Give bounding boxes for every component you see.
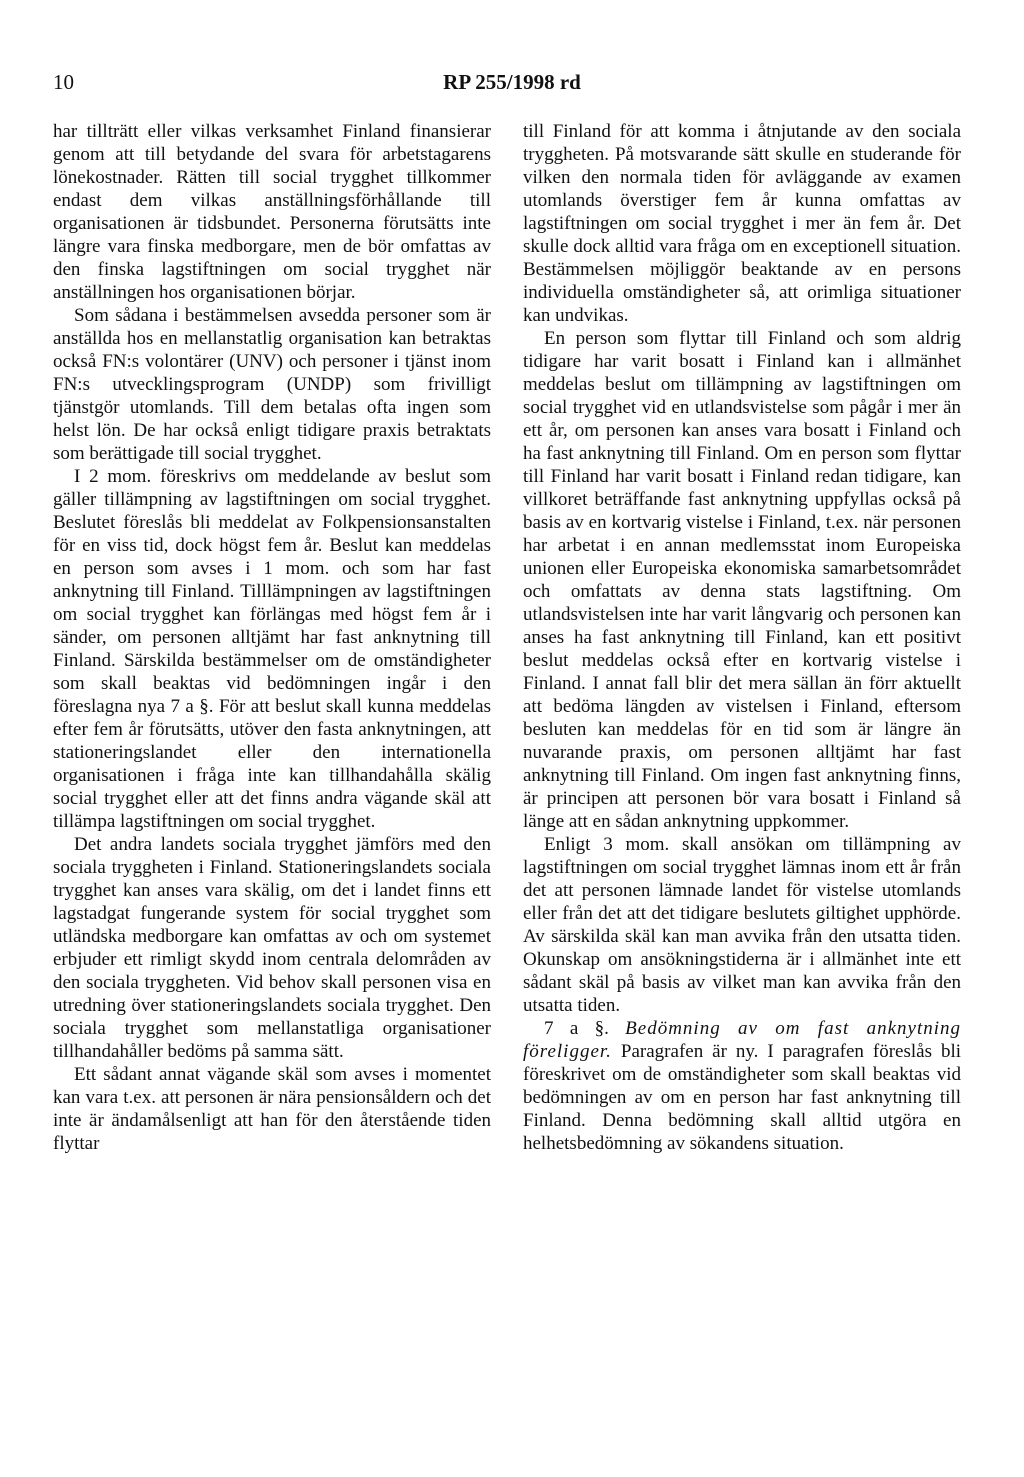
section-paragraph [523,1017,961,1155]
page-number: 10 [53,70,74,94]
paragraph: En person som flyttar till Finland och som aldrig tidigare har varit bosatt i Finland kan i allmänhet meddelas beslut om tillämpning av lagstiftningen om social trygghet vid en utlandsvistelse som pågår i mer än ett år, om personen kan anses vara bosatt i Finland och ha fast anknytning till Finland. Om en person som flyttar till Finland har varit bosatt i Finland redan tidigare, kan villkoret beträffande fast anknytning uppfyllas också på basis av en kortvarig vistelse i Finland, t.ex. när personen har arbetat i en annan medlemsstat inom Europeiska unionen eller Europeiska ekonomiska samarbetsområdet och omfattats av denna stats lagstiftning. Om utlandsvistelsen inte har varit långvarig och personen kan anses ha fast anknytning till Finland, kan ett positivt beslut meddelas också efter en kortvarig vistelse i Finland. I annat fall blir det mera sällan än förr aktuellt att bedöma längden av vistelsen i Finland, eftersom besluten kan meddelas för en tid som är längre än nuvarande praxis, om personen alltjämt har fast anknytning till Finland. Om ingen fast anknytning finns, är principen att personen bör vara bosatt i Finland så länge att en sådan anknytning uppkommer. [523,328,961,832]
paragraph: I 2 mom. föreskrivs om meddelande av beslut som gäller tillämpning av lagstiftningen om social trygghet. Beslutet föreslås bli meddelat av Folkpensionsanstalten för en viss tid, dock högst fem år. Beslut kan meddelas en person som avses i 1 mom. och som har fast anknytning till Finland. Tilllämpningen av lagstiftningen om social trygghet kan förlängas med högst fem år i sänder, om personen alltjämt har fast anknytning till Finland. Särskilda bestämmelser om de omständigheter som skall beaktas vid bedömningen ingår i den föreslagna nya 7 a §. För att beslut skall kunna meddelas efter fem år förutsätts, utöver den fasta anknytningen, att stationeringslandet eller den internationella organisationen i fråga inte kan tillhandahålla skälig social trygghet eller att det finns andra vägande skäl att tillämpa lagstiftningen om social trygghet. [53,466,491,832]
paragraph: Ett sådant annat vägande skäl som avses i momentet kan vara t.ex. att personen är nära pensionsåldern och det inte är ändamålsenligt att han för den återstående tiden flyttar [53,1064,491,1154]
right-column [523,120,961,1155]
paragraph: har tillträtt eller vilkas verksamhet Finland finansierar genom att till betydande del svara för arbetstagarens lönekostnader. Rätten till social trygghet tillkommer endast dem vilkas anställningsförhållande till organisationen är tidsbundet. Personerna förutsätts inte längre vara finska medborgare, men de bör omfattas av den finska lagstiftningen om social trygghet när anställningen hos organisationen börjar. [53,121,491,303]
section-heading: Bedömning av om fast anknytning föreligger. [523,1018,962,1062]
document-id: RP 255/1998 rd [443,70,581,94]
paragraph: Som sådana i bestämmelsen avsedda personer som är anställda hos en mellanstatlig organisation kan betraktas också FN:s volontärer (UNV) och personer i tjänst inom FN:s utvecklingsprogram (UNDP) som frivilligt tjänstgör utomlands. Till dem betalas ofta ingen som helst lön. De har också enligt tidigare praxis betraktats som berättigade till social trygghet. [53,305,491,464]
section-text: Paragrafen är ny. I paragrafen föreslås bli föreskrivet om de omständigheter som skall beaktas vid bedömningen av om en person har fast anknytning till Finland. Denna bedömning skall alltid utgöra en helhetsbedömning av sökandens situation. [523,1041,962,1154]
paragraph: Det andra landets sociala trygghet jämförs med den sociala tryggheten i Finland. Stationeringslandets sociala trygghet kan anses vara skälig, om det i landet finns ett lagstadgat fungerande system för social trygghet som utländska medborgare kan omfattas av och om systemet erbjuder ett rimligt skydd inom centrala delområden av den sociala tryggheten. Vid behov skall personen visa en utredning över stationeringslandets sociala trygghet. Den sociala trygghet som mellanstatliga organisationer tillhandahåller bedöms på samma sätt. [53,834,491,1062]
paragraph: Enligt 3 mom. skall ansökan om tillämpning av lagstiftningen om social trygghet lämnas inom ett år från det att personen lämnade landet för vistelse utomlands eller från det att det tidigare beslutets giltighet upphörde. Av särskilda skäl kan man avvika från den utsatta tiden. Okunskap om ansökningstiderna är i allmänhet inte ett sådant skäl på basis av vilket man kan avvika från den utsatta tiden. [523,834,961,1016]
section-number: 7 a §. [544,1018,609,1039]
paragraph: till Finland för att komma i åtnjutande av den sociala tryggheten. På motsvarande sätt skulle en studerande för vilken den normala tiden för avläggande av examen utomlands överstiger fem år kunna omfattas av lagstiftningen om social trygghet i mer än fem år. Det skulle dock alltid vara fråga om en exceptionell situation. Bestämmelsen möjliggör beaktande av en persons individuella omständigheter så, att orimliga situationer kan undvikas. [523,121,961,326]
left-column [53,120,491,1155]
